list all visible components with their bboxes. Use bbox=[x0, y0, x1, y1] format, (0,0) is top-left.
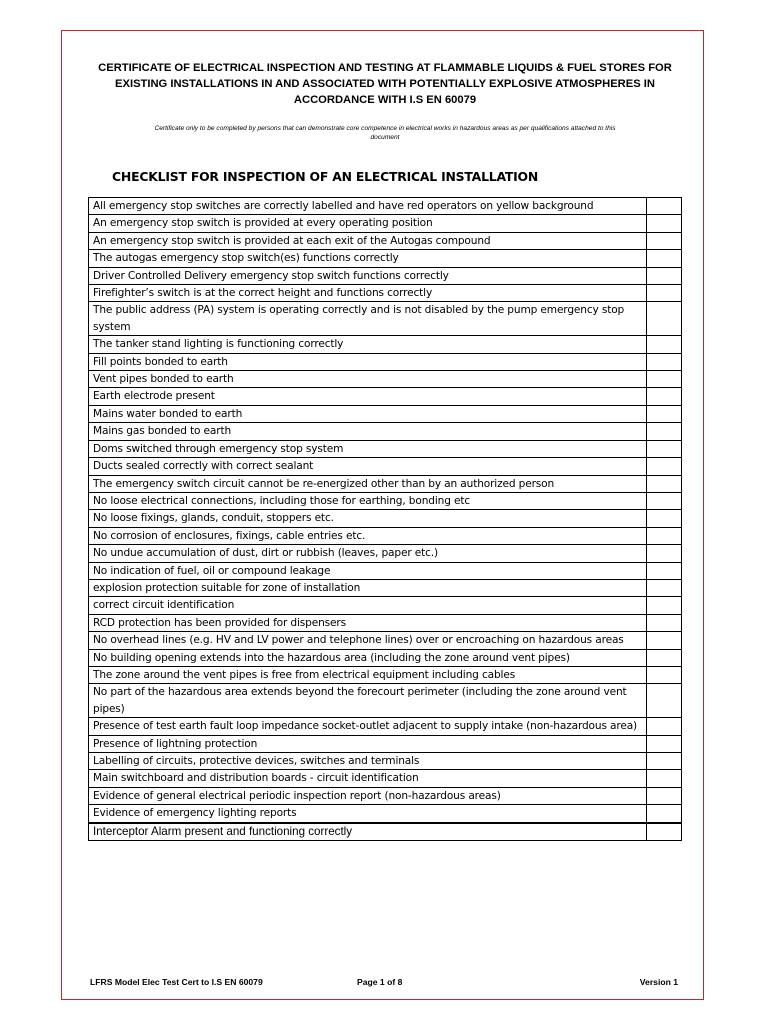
checklist-heading: CHECKLIST FOR INSPECTION OF AN ELECTRICAL INSTALLATION bbox=[112, 169, 539, 184]
checklist-row bbox=[89, 718, 682, 735]
checklist-row bbox=[89, 423, 682, 440]
checklist-row bbox=[89, 198, 682, 215]
checklist-check-cell[interactable] bbox=[646, 405, 681, 422]
checklist-check-cell[interactable] bbox=[646, 770, 681, 787]
checklist-check-cell[interactable] bbox=[646, 684, 681, 718]
competence-note: Certificate only to be completed by persons that can demonstrate core competence in electrical works in hazardous areas as per qualifications attached to this document bbox=[154, 125, 616, 141]
checklist-check-cell[interactable] bbox=[646, 510, 681, 527]
checklist-item-label: All emergency stop switches are correctly labelled and have red operators on yellow background bbox=[89, 198, 647, 215]
checklist-row bbox=[89, 285, 682, 302]
checklist-item-label: Driver Controlled Delivery emergency stop switch functions correctly bbox=[89, 267, 647, 284]
checklist-row bbox=[89, 649, 682, 666]
checklist-row bbox=[89, 787, 682, 804]
checklist-check-cell[interactable] bbox=[646, 336, 681, 353]
checklist-item-label: The public address (PA) system is operating correctly and is not disabled by the pump emergency stop system bbox=[89, 302, 647, 336]
checklist-row bbox=[89, 475, 682, 492]
checklist-check-cell[interactable] bbox=[646, 632, 681, 649]
checklist-row bbox=[89, 492, 682, 509]
checklist-row bbox=[89, 353, 682, 370]
checklist-row bbox=[89, 735, 682, 752]
checklist-item-label: Presence of lightning protection bbox=[89, 735, 647, 752]
checklist-check-cell[interactable] bbox=[646, 492, 681, 509]
checklist-check-cell[interactable] bbox=[646, 649, 681, 666]
checklist-check-cell[interactable] bbox=[646, 475, 681, 492]
checklist-check-cell[interactable] bbox=[646, 353, 681, 370]
checklist-check-cell[interactable] bbox=[646, 198, 681, 215]
checklist-table bbox=[88, 197, 682, 841]
checklist-row bbox=[89, 232, 682, 249]
footer-version: Version 1 bbox=[639, 977, 678, 987]
checklist-row bbox=[89, 527, 682, 544]
checklist-check-cell[interactable] bbox=[646, 562, 681, 579]
checklist-item-label: No part of the hazardous area extends beyond the forecourt perimeter (including the zone around vent pipes) bbox=[89, 684, 647, 718]
title-line-2: EXISTING INSTALLATIONS IN AND ASSOCIATED WITH POTENTIALLY EXPLOSIVE ATMOSPHERES IN bbox=[115, 78, 655, 90]
checklist-item-label: Earth electrode present bbox=[89, 388, 647, 405]
checklist-item-label: The tanker stand lighting is functioning correctly bbox=[89, 336, 647, 353]
checklist-check-cell[interactable] bbox=[646, 250, 681, 267]
checklist-row bbox=[89, 632, 682, 649]
checklist-check-cell[interactable] bbox=[646, 215, 681, 232]
checklist-check-cell[interactable] bbox=[646, 440, 681, 457]
checklist-check-cell[interactable] bbox=[646, 805, 681, 823]
checklist-check-cell[interactable] bbox=[646, 527, 681, 544]
checklist-row bbox=[89, 440, 682, 457]
checklist-row bbox=[89, 684, 682, 718]
checklist-check-cell[interactable] bbox=[646, 423, 681, 440]
checklist-row bbox=[89, 510, 682, 527]
checklist-check-cell[interactable] bbox=[646, 371, 681, 388]
checklist-row bbox=[89, 545, 682, 562]
footer-document-name: LFRS Model Elec Test Cert to I.S EN 60079 bbox=[90, 977, 263, 987]
checklist-item-label: No indication of fuel, oil or compound leakage bbox=[89, 562, 647, 579]
checklist-item-label: Main switchboard and distribution boards - circuit identification bbox=[89, 770, 647, 787]
footer-page-number: Page 1 of 8 bbox=[357, 977, 403, 987]
checklist-row bbox=[89, 805, 682, 823]
checklist-row bbox=[89, 267, 682, 284]
checklist-item-label: An emergency stop switch is provided at every operating position bbox=[89, 215, 647, 232]
checklist-item-label: Firefighter’s switch is at the correct height and functions correctly bbox=[89, 285, 647, 302]
checklist-row bbox=[89, 336, 682, 353]
checklist-row bbox=[89, 458, 682, 475]
checklist-item-label: Mains water bonded to earth bbox=[89, 405, 647, 422]
checklist-item-label: explosion protection suitable for zone of installation bbox=[89, 579, 647, 596]
checklist-check-cell[interactable] bbox=[646, 285, 681, 302]
checklist-row bbox=[89, 215, 682, 232]
checklist-item-label: No loose electrical connections, including those for earthing, bonding etc bbox=[89, 492, 647, 509]
checklist-check-cell[interactable] bbox=[646, 302, 681, 336]
checklist-item-label: Labelling of circuits, protective devices, switches and terminals bbox=[89, 753, 647, 770]
checklist-row bbox=[89, 770, 682, 787]
checklist-check-cell[interactable] bbox=[646, 545, 681, 562]
checklist-check-cell[interactable] bbox=[646, 823, 681, 841]
checklist-row bbox=[89, 597, 682, 614]
checklist-row bbox=[89, 388, 682, 405]
checklist-item-label: Evidence of emergency lighting reports bbox=[89, 805, 647, 823]
checklist-item-label: correct circuit identification bbox=[89, 597, 647, 614]
checklist-row bbox=[89, 302, 682, 336]
title-line-1: CERTIFICATE OF ELECTRICAL INSPECTION AND TESTING AT FLAMMABLE LIQUIDS & FUEL STORES FOR bbox=[98, 62, 672, 74]
checklist-check-cell[interactable] bbox=[646, 735, 681, 752]
checklist-row bbox=[89, 753, 682, 770]
checklist-item-label: Presence of test earth fault loop impedance socket-outlet adjacent to supply intake (non-hazardous area) bbox=[89, 718, 647, 735]
checklist-check-cell[interactable] bbox=[646, 614, 681, 631]
checklist-check-cell[interactable] bbox=[646, 718, 681, 735]
checklist-item-label: Fill points bonded to earth bbox=[89, 353, 647, 370]
checklist-row bbox=[89, 371, 682, 388]
checklist-item-label: An emergency stop switch is provided at each exit of the Autogas compound bbox=[89, 232, 647, 249]
checklist-item-label: The emergency switch circuit cannot be re-energized other than by an authorized person bbox=[89, 475, 647, 492]
checklist-item-label: Vent pipes bonded to earth bbox=[89, 371, 647, 388]
title-line-3: ACCORDANCE WITH I.S EN 60079 bbox=[293, 94, 477, 106]
certificate-title bbox=[80, 60, 690, 108]
checklist-row bbox=[89, 579, 682, 596]
checklist-check-cell[interactable] bbox=[646, 597, 681, 614]
checklist-check-cell[interactable] bbox=[646, 267, 681, 284]
checklist-item-label: The zone around the vent pipes is free from electrical equipment including cables bbox=[89, 666, 647, 683]
checklist-item-label: Mains gas bonded to earth bbox=[89, 423, 647, 440]
checklist-item-label: Doms switched through emergency stop system bbox=[89, 440, 647, 457]
checklist-row bbox=[89, 405, 682, 422]
checklist-item-label: No undue accumulation of dust, dirt or rubbish (leaves, paper etc.) bbox=[89, 545, 647, 562]
checklist-item-label: No corrosion of enclosures, fixings, cable entries etc. bbox=[89, 527, 647, 544]
checklist-check-cell[interactable] bbox=[646, 458, 681, 475]
checklist-check-cell[interactable] bbox=[646, 388, 681, 405]
checklist-item-label: Ducts sealed correctly with correct sealant bbox=[89, 458, 647, 475]
checklist-item-label: No loose fixings, glands, conduit, stoppers etc. bbox=[89, 510, 647, 527]
checklist-item-label: No building opening extends into the hazardous area (including the zone around vent pipes) bbox=[89, 649, 647, 666]
checklist-row bbox=[89, 250, 682, 267]
checklist-row bbox=[89, 823, 682, 841]
checklist-item-label: Interceptor Alarm present and functioning correctly bbox=[89, 823, 647, 841]
checklist-check-cell[interactable] bbox=[646, 753, 681, 770]
checklist-check-cell[interactable] bbox=[646, 787, 681, 804]
checklist-row bbox=[89, 614, 682, 631]
checklist-item-label: RCD protection has been provided for dispensers bbox=[89, 614, 647, 631]
checklist-item-label: Evidence of general electrical periodic inspection report (non-hazardous areas) bbox=[89, 787, 647, 804]
checklist-row bbox=[89, 666, 682, 683]
checklist-item-label: No overhead lines (e.g. HV and LV power and telephone lines) over or encroaching on hazardous areas bbox=[89, 632, 647, 649]
checklist-check-cell[interactable] bbox=[646, 232, 681, 249]
checklist-row bbox=[89, 562, 682, 579]
checklist-check-cell[interactable] bbox=[646, 579, 681, 596]
checklist-check-cell[interactable] bbox=[646, 666, 681, 683]
checklist-item-label: The autogas emergency stop switch(es) functions correctly bbox=[89, 250, 647, 267]
